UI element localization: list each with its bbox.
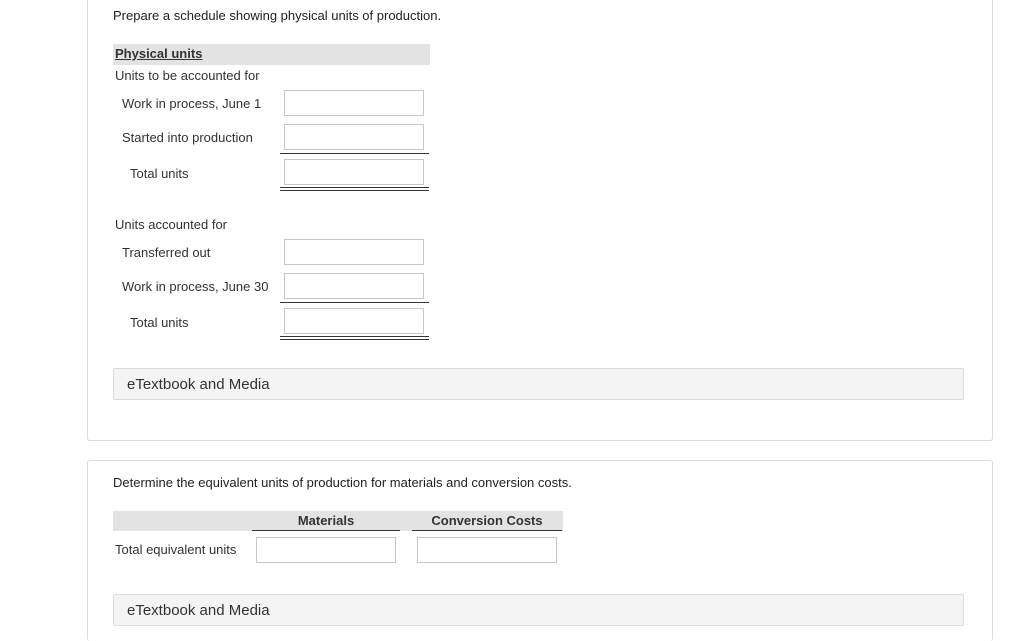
etextbook-media-label: eTextbook and Media <box>127 602 270 619</box>
total-units-to-account-label: Total units <box>130 166 189 181</box>
materials-equivalent-input[interactable] <box>256 537 396 563</box>
total-double-rule <box>280 187 429 191</box>
started-into-production-label: Started into production <box>122 130 253 145</box>
started-into-production-input[interactable] <box>284 124 424 150</box>
units-accounted-for-heading: Units accounted for <box>115 217 228 232</box>
transferred-out-label: Transferred out <box>122 245 211 260</box>
wip-june30-label: Work in process, June 30 <box>122 279 269 294</box>
physical-units-instruction: Prepare a schedule showing physical units of production. <box>113 8 442 23</box>
physical-units-header-bar <box>113 44 430 65</box>
column-header-rule <box>412 530 562 531</box>
total-units-accounted-input[interactable] <box>284 308 424 334</box>
wip-june1-label: Work in process, June 1 <box>122 96 262 111</box>
subtotal-rule <box>280 302 429 303</box>
etextbook-media-button[interactable] <box>113 594 964 626</box>
equivalent-units-instruction: Determine the equivalent units of production for materials and conversion costs. <box>113 475 572 490</box>
materials-column-header: Materials <box>297 513 355 528</box>
transferred-out-input[interactable] <box>284 239 424 265</box>
units-to-be-accounted-heading: Units to be accounted for <box>115 68 260 83</box>
total-double-rule <box>280 336 429 340</box>
conversion-costs-column-header: Conversion Costs <box>431 513 543 528</box>
total-units-accounted-label: Total units <box>130 315 189 330</box>
wip-june1-input[interactable] <box>284 90 424 116</box>
wip-june30-input[interactable] <box>284 273 424 299</box>
conversion-equivalent-input[interactable] <box>417 537 557 563</box>
physical-units-header: Physical units <box>115 46 203 61</box>
total-units-to-account-input[interactable] <box>284 159 424 185</box>
subtotal-rule <box>280 153 429 154</box>
total-equivalent-units-label: Total equivalent units <box>115 542 237 557</box>
column-header-rule <box>252 530 400 531</box>
etextbook-media-button[interactable] <box>113 368 964 400</box>
etextbook-media-label: eTextbook and Media <box>127 376 270 393</box>
